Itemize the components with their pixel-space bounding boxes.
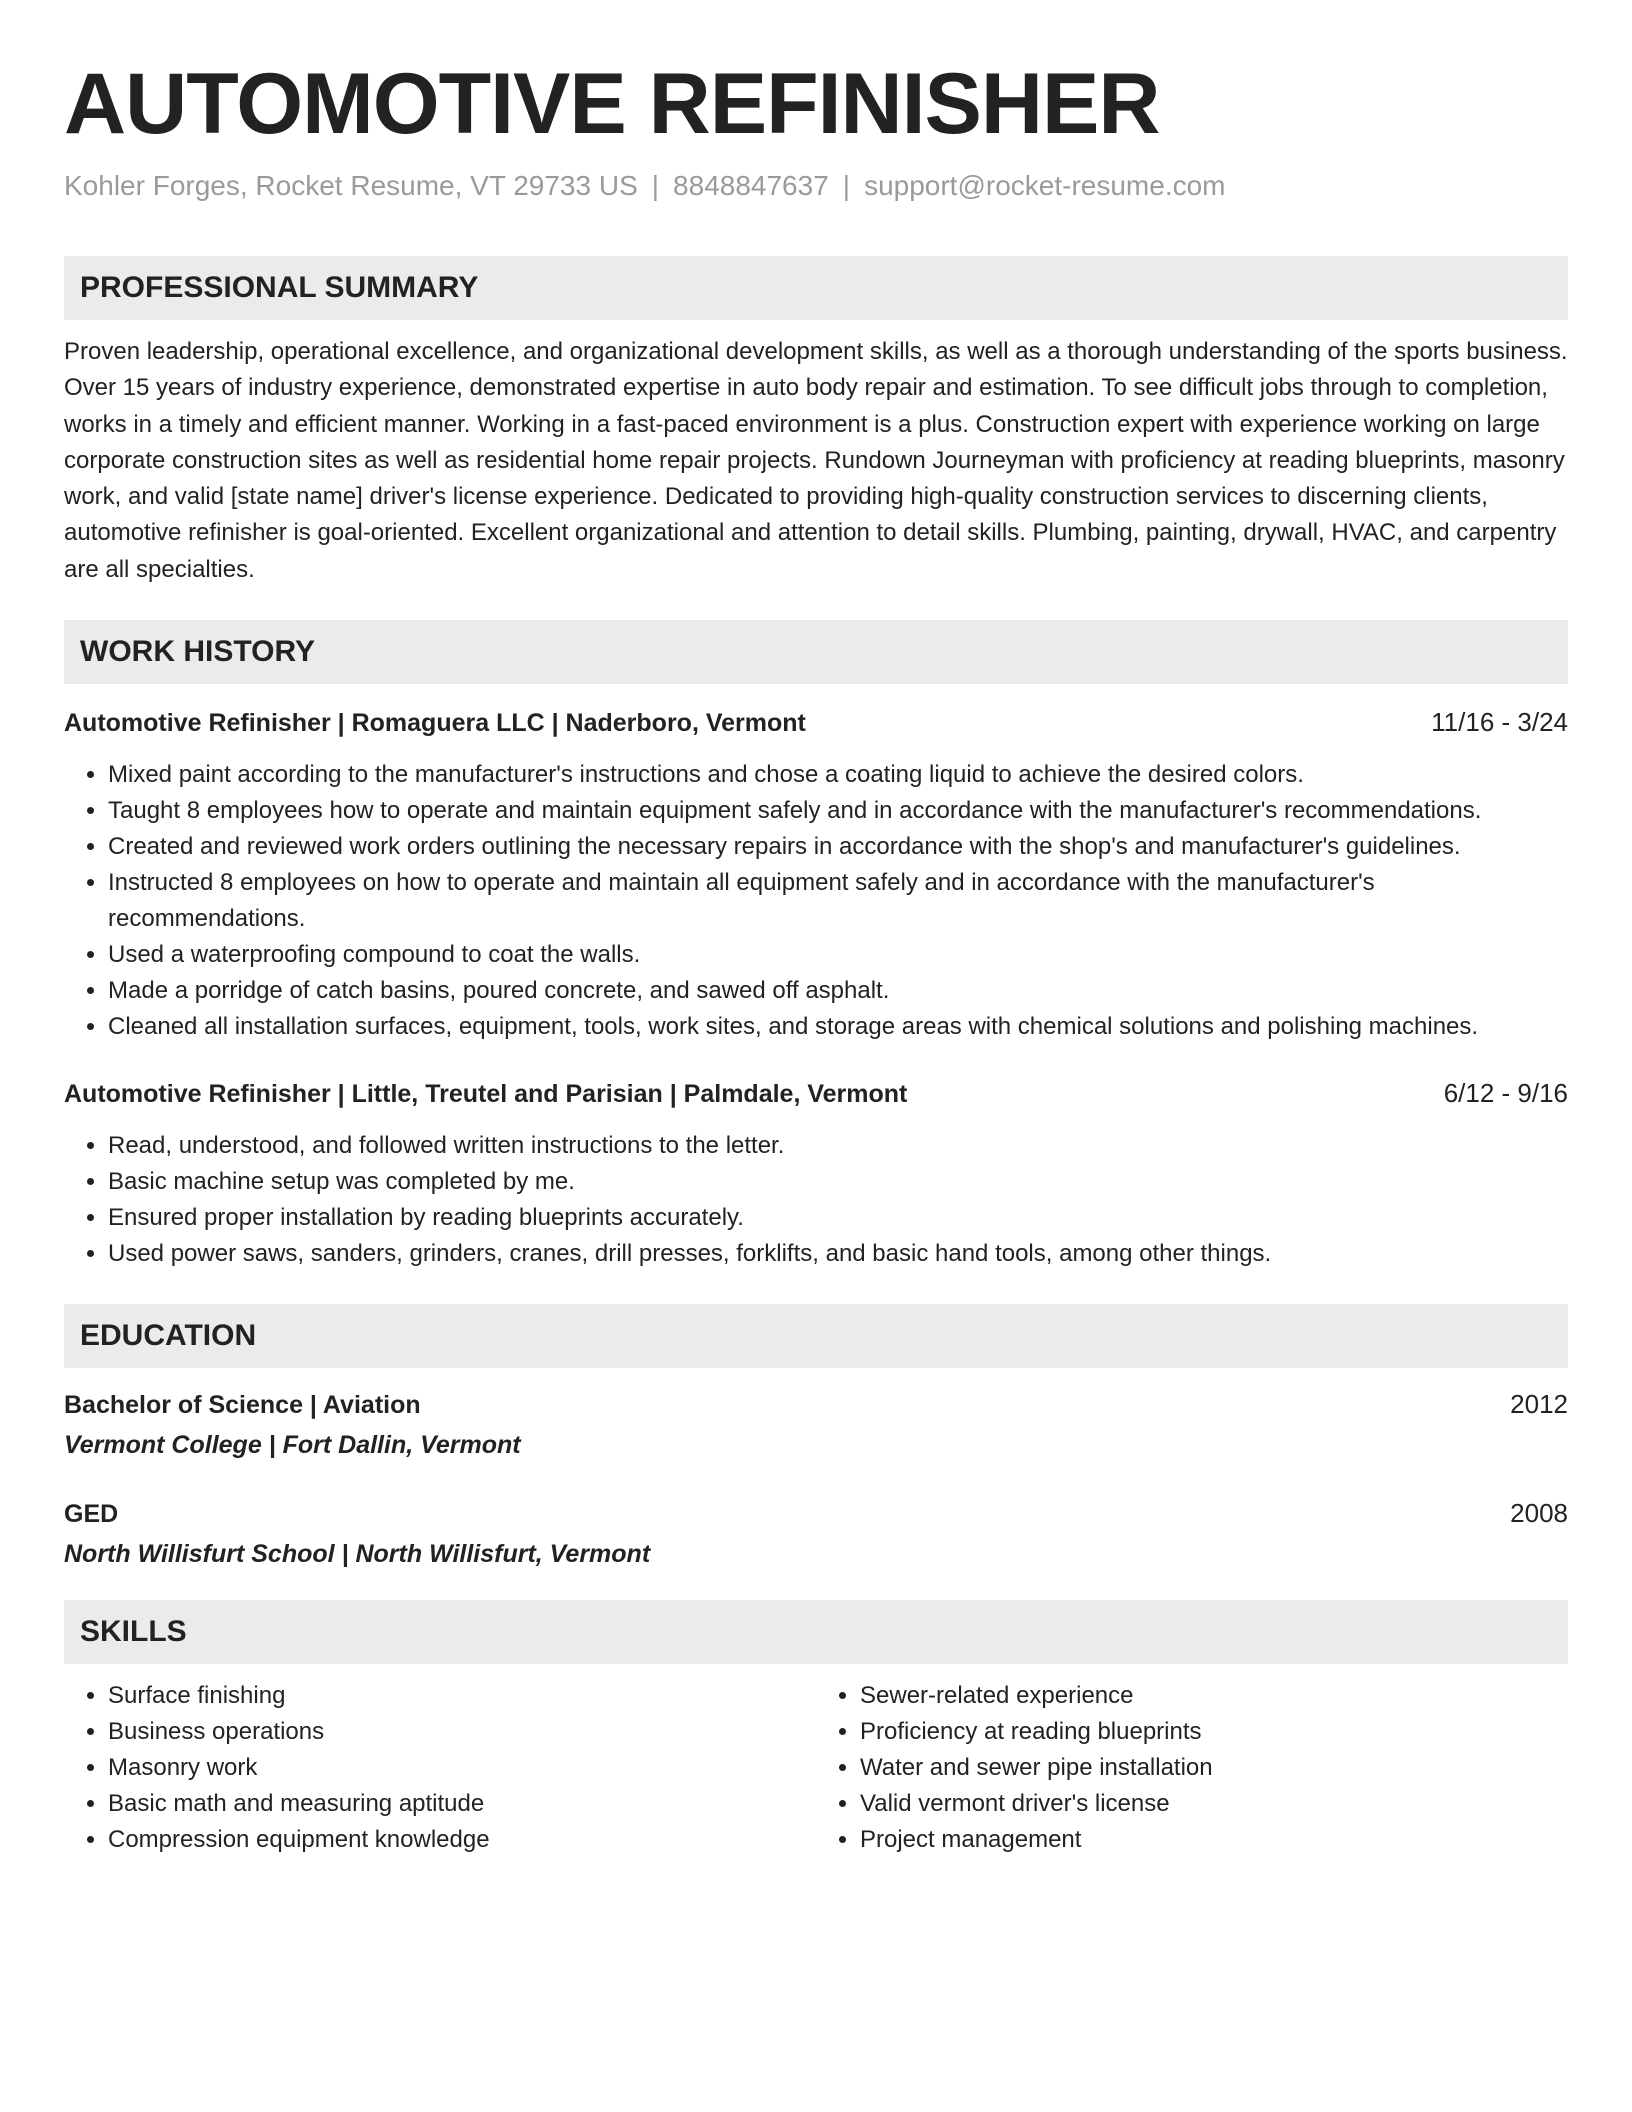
job-bullet: • Basic machine setup was completed by me.: [108, 1164, 1568, 1200]
job-bullet: • Used power saws, sanders, grinders, cranes, drill presses, forklifts, and basic hand tools, among other things.: [108, 1236, 1568, 1272]
skills-bullets-right: [816, 1678, 1568, 1858]
contact-separator: |: [842, 170, 851, 201]
job-bullet: • Created and reviewed work orders outlining the necessary repairs in accordance with the shop's and manufacturer's guidelines.: [108, 829, 1568, 865]
summary-text: Proven leadership, operational excellence, and organizational development skills, as well as a thorough understanding of the sports business. Over 15 years of industry experience, demonstrated expertise in auto body repair and estimation. To see difficult jobs through to completion, works in a timely and efficient manner. Working in a fast-paced environment is a plus. Construction expert with experience working on large corporate construction sites as well as residential home repair projects. Rundown Journeyman with proficiency at reading blueprints, masonry work, and valid [state name] driver's license experience. Dedicated to providing high-quality construction services to discerning clients, automotive refinisher is goal-oriented. Excellent organizational and attention to detail skills. Plumbing, painting, drywall, HVAC, and carpentry are all specialties.: [64, 338, 1568, 583]
contact-line: [64, 168, 1568, 204]
education-degree: Bachelor of Science | Aviation: [64, 1391, 421, 1420]
section-header-work: WORK HISTORY: [64, 620, 1568, 684]
skill-item: • Surface finishing: [108, 1678, 816, 1714]
job-heading-row: [64, 706, 1568, 739]
job-bullet: • Read, understood, and followed written instructions to the letter.: [108, 1128, 1568, 1164]
job-entry: [64, 706, 1568, 1045]
job-bullets: [64, 757, 1568, 1045]
job-bullet: • Instructed 8 employees on how to operate and maintain all equipment safely and in accordance with the manufacturer's recommendations.: [108, 865, 1568, 937]
job-bullet: • Taught 8 employees how to operate and maintain equipment safely and in accordance with the manufacturer's recommendations.: [108, 793, 1568, 829]
education-school: North Willisfurt School | North Willisfurt, Vermont: [64, 1540, 651, 1569]
skills-bullets-left: [64, 1678, 816, 1858]
job-bullets: [64, 1128, 1568, 1272]
education-heading-row: [64, 1388, 1568, 1421]
education-year: 2012: [1510, 1389, 1568, 1420]
skill-item: • Project management: [860, 1822, 1568, 1858]
skill-item: • Sewer-related experience: [860, 1678, 1568, 1714]
contact-phone: 8848847637: [673, 170, 829, 201]
skill-item: • Valid vermont driver's license: [860, 1786, 1568, 1822]
skills-column-left: [64, 1678, 816, 1858]
skills-list: [64, 1678, 1568, 1858]
section-header-skills: SKILLS: [64, 1600, 1568, 1664]
section-header-education: EDUCATION: [64, 1304, 1568, 1368]
education-heading-row: [64, 1497, 1568, 1530]
skill-item: • Proficiency at reading blueprints: [860, 1714, 1568, 1750]
education-entry: [64, 1388, 1568, 1461]
contact-separator: |: [651, 170, 660, 201]
skill-item: • Basic math and measuring aptitude: [108, 1786, 816, 1822]
job-dates: 11/16 - 3/24: [1431, 707, 1568, 738]
job-bullet: • Used a waterproofing compound to coat the walls.: [108, 937, 1568, 973]
education-year: 2008: [1510, 1498, 1568, 1529]
education-entry: [64, 1497, 1568, 1570]
section-header-summary: PROFESSIONAL SUMMARY: [64, 256, 1568, 320]
contact-email: support@rocket-resume.com: [864, 170, 1226, 201]
skill-item: • Water and sewer pipe installation: [860, 1750, 1568, 1786]
skills-column-right: [816, 1678, 1568, 1858]
job-dates: 6/12 - 9/16: [1443, 1078, 1568, 1109]
job-bullet: • Mixed paint according to the manufacturer's instructions and chose a coating liquid to achieve the desired colors.: [108, 757, 1568, 793]
job-bullet: • Made a porridge of catch basins, poured concrete, and sawed off asphalt.: [108, 973, 1568, 1009]
job-heading: Automotive Refinisher | Romaguera LLC | Naderboro, Vermont: [64, 709, 806, 738]
job-entry: [64, 1077, 1568, 1272]
job-bullet: • Ensured proper installation by reading blueprints accurately.: [108, 1200, 1568, 1236]
education-degree: GED: [64, 1500, 119, 1529]
contact-address: Kohler Forges, Rocket Resume, VT 29733 US: [64, 170, 638, 201]
education-school: Vermont College | Fort Dallin, Vermont: [64, 1431, 521, 1460]
skill-item: • Masonry work: [108, 1750, 816, 1786]
job-bullet: • Cleaned all installation surfaces, equipment, tools, work sites, and storage areas with chemical solutions and polishing machines.: [108, 1009, 1568, 1045]
resume-name: AUTOMOTIVE REFINISHER: [64, 56, 1160, 152]
job-heading: Automotive Refinisher | Little, Treutel and Parisian | Palmdale, Vermont: [64, 1080, 908, 1109]
skill-item: • Business operations: [108, 1714, 816, 1750]
skill-item: • Compression equipment knowledge: [108, 1822, 816, 1858]
job-heading-row: [64, 1077, 1568, 1110]
